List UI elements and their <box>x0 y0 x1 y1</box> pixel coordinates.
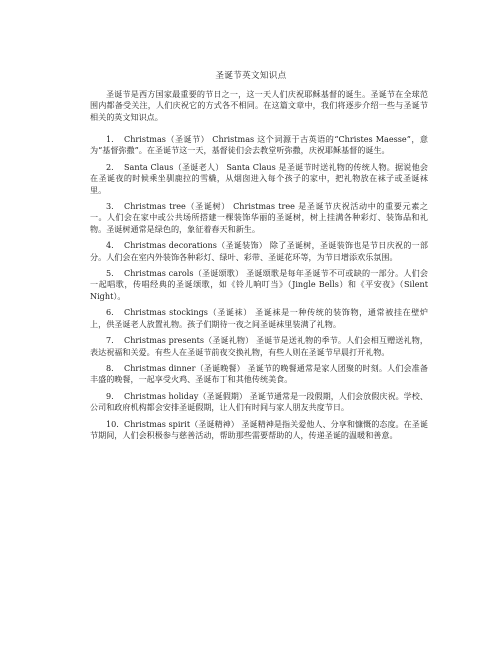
item-number: 4. <box>106 240 114 251</box>
list-item <box>90 391 428 414</box>
item-text: Christmas dinner（圣诞晚餐） 圣诞节的晚餐通常是家人团聚的时刻。人们会准备丰盛的晚餐，一起享受火鸡、圣诞布丁和其他传统美食。 <box>90 362 428 385</box>
knowledge-list <box>90 134 428 446</box>
item-number: 5. <box>106 268 114 279</box>
list-item <box>90 268 428 302</box>
item-text: Christmas presents（圣诞礼物） 圣诞节是送礼物的季节。人们会相互赠送礼物，表达祝福和关爱。有些人在圣诞节前夜交换礼物，有些人则在圣诞节早晨打开礼物。 <box>90 335 428 357</box>
item-text: Christmas decorations（圣诞装饰） 除了圣诞树，圣诞装饰也是节日庆祝的一部分。人们会在室内外装饰各种彩灯、绿叶、彩带、圣诞花环等，为节日增添欢乐氛围。 <box>90 240 428 262</box>
list-item <box>90 335 428 358</box>
item-text: Christmas carols（圣诞颂歌） 圣诞颂歌是每年圣诞节不可或缺的一部分。人们会一起唱歌，传唱经典的圣诞颂歌，如《铃儿响叮当》（Jingle Bells）和《平安夜》（Silent Night）。 <box>90 268 428 301</box>
document-title: 圣诞节英文知识点 <box>215 71 287 81</box>
item-number: 7. <box>106 335 114 346</box>
item-number: 8. <box>106 362 114 373</box>
item-number: 1. <box>106 134 114 144</box>
item-number: 9. <box>106 390 114 401</box>
list-item <box>90 307 428 330</box>
item-text: Christmas holiday（圣诞假期） 圣诞节通常是一段假期，人们会放假庆祝。学校、公司和政府机构都会安排圣诞假期，让人们有时间与家人朋友共度节日。 <box>90 390 428 413</box>
item-text: Christmas stockings（圣诞袜） 圣诞袜是一种传统的装饰物，通常被挂在壁炉上，供圣诞老人放置礼物。孩子们期待一夜之间圣诞袜里装满了礼物。 <box>90 307 428 329</box>
list-item <box>90 363 428 386</box>
list-item <box>90 201 428 235</box>
item-text: Santa Claus（圣诞老人） Santa Claus 是圣诞节时送礼物的传统人物。据说他会在圣诞夜的时候乘坐驯鹿拉的雪橇，从烟囱进入每个孩子的家中，把礼物放在袜子或圣诞袜里。 <box>90 161 428 195</box>
item-number: 6. <box>106 307 114 318</box>
item-number: 10. <box>106 418 119 429</box>
item-text: Christmas tree（圣诞树） Christmas tree 是圣诞节庆祝活动中的重要元素之一。人们会在家中或公共场所搭建一棵装饰华丽的圣诞树，树上挂满各种彩灯、装饰品和礼物。圣诞树通常是绿色的，象征着春天和新生。 <box>90 201 428 234</box>
list-item <box>90 162 428 196</box>
list-item <box>90 419 428 442</box>
list-item <box>90 240 428 263</box>
item-number: 3. <box>106 201 114 212</box>
item-text: Christmas（圣诞节） Christmas 这个词源于古英语的“Christes Maesse”，意为“基督弥撒”。在圣诞节这一天，基督徒们会去教堂听弥撒，庆祝耶稣基督的诞生。 <box>90 134 428 156</box>
list-item <box>90 134 428 157</box>
item-text: Christmas spirit（圣诞精神） 圣诞精神是指关爱他人、分享和慷慨的态度。在圣诞节期间，人们会积极参与慈善活动，帮助那些需要帮助的人，传递圣诞的温暖和善意。 <box>90 418 428 440</box>
intro-paragraph: 圣诞节是西方国家最重要的节日之一，这一天人们庆祝耶稣基督的诞生。圣诞节在全球范围内都备受关注，人们庆祝它的方式各不相同。在这篇文章中，我们将逐步介绍一些与圣诞节相关的英文知识点。 <box>90 89 428 122</box>
item-number: 2. <box>106 161 114 172</box>
